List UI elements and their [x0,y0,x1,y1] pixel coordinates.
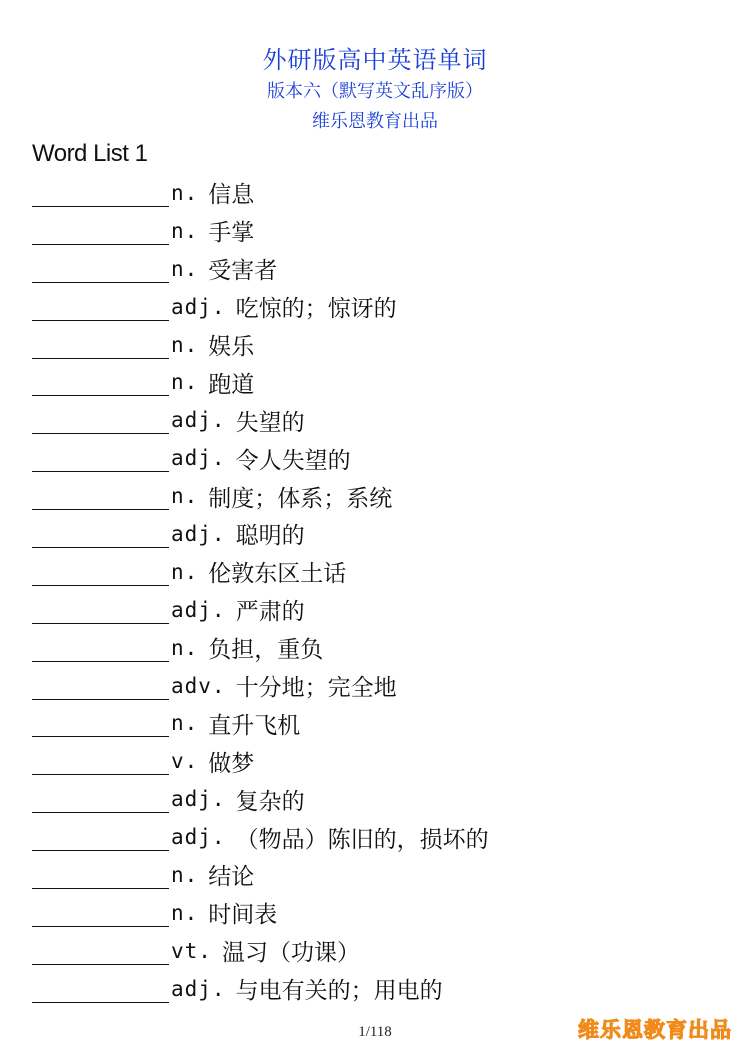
answer-blank[interactable] [32,368,169,396]
part-of-speech: adj. [171,976,226,1001]
part-of-speech: v. [171,749,199,774]
list-item [32,780,732,818]
definition: 手掌 [208,220,255,247]
definition: 伦敦东区土话 [208,561,347,588]
part-of-speech: adj. [171,825,226,850]
answer-blank[interactable] [32,899,169,927]
list-item [32,326,732,364]
part-of-speech: n. [171,180,199,205]
list-item [32,515,732,553]
document-title: 外研版高中英语单词 [262,46,488,74]
part-of-speech: n. [171,900,199,925]
list-item [32,818,732,856]
list-item [32,704,732,742]
list-item [32,174,732,212]
answer-blank[interactable] [32,596,169,624]
list-item [32,477,732,515]
definition: 复杂的 [235,788,305,815]
definition: 失望的 [235,409,305,436]
list-item [32,932,732,970]
answer-blank[interactable] [32,293,169,321]
answer-blank[interactable] [32,672,169,700]
list-item [32,401,732,439]
list-item [32,629,732,667]
definition: 信息 [208,182,255,209]
word-list [32,174,732,1008]
part-of-speech: n. [171,635,199,660]
answer-blank[interactable] [32,217,169,245]
list-item [32,856,732,894]
part-of-speech: n. [171,862,199,887]
answer-blank[interactable] [32,255,169,283]
definition: （物品）陈旧的，损坏的 [235,826,489,853]
definition: 十分地；完全地 [235,675,397,702]
definition: 与电有关的；用电的 [235,978,443,1005]
part-of-speech: adj. [171,597,226,622]
definition: 制度；体系；系统 [208,485,393,512]
watermark-logo: 维乐恩教育出品 [578,1018,732,1042]
list-item [32,553,732,591]
part-of-speech: adj. [171,446,226,471]
part-of-speech: n. [171,711,199,736]
definition: 结论 [208,864,255,891]
list-item [32,439,732,477]
part-of-speech: adj. [171,408,226,433]
section-title: Word List 1 [32,140,148,167]
definition: 温习（功课） [221,940,360,967]
answer-blank[interactable] [32,785,169,813]
definition: 时间表 [208,902,278,929]
list-item [32,591,732,629]
answer-blank[interactable] [32,823,169,851]
list-item [32,288,732,326]
list-item [32,742,732,780]
definition: 受害者 [208,258,278,285]
definition: 聪明的 [235,523,305,550]
document-header [0,44,750,136]
list-item [32,363,732,401]
definition: 跑道 [208,371,255,398]
definition: 负担，重负 [208,637,324,664]
list-item [32,212,732,250]
answer-blank[interactable] [32,558,169,586]
definition: 严肃的 [235,599,305,626]
definition: 做梦 [208,750,255,777]
answer-blank[interactable] [32,975,169,1003]
part-of-speech: n. [171,256,199,281]
answer-blank[interactable] [32,709,169,737]
list-item [32,667,732,705]
answer-blank[interactable] [32,482,169,510]
answer-blank[interactable] [32,747,169,775]
part-of-speech: n. [171,484,199,509]
part-of-speech: adj. [171,521,226,546]
answer-blank[interactable] [32,406,169,434]
list-item [32,894,732,932]
answer-blank[interactable] [32,634,169,662]
part-of-speech: adj. [171,787,226,812]
part-of-speech: vt. [171,938,212,963]
part-of-speech: adj. [171,294,226,319]
definition: 吃惊的；惊讶的 [235,296,397,323]
document-credit: 维乐恩教育出品 [312,111,438,132]
answer-blank[interactable] [32,861,169,889]
list-item [32,250,732,288]
page-number: 1/118 [358,1024,392,1040]
definition: 令人失望的 [235,447,351,474]
answer-blank[interactable] [32,937,169,965]
part-of-speech: adv. [171,673,226,698]
answer-blank[interactable] [32,444,169,472]
definition: 直升飞机 [208,712,301,739]
part-of-speech: n. [171,559,199,584]
definition: 娱乐 [208,334,255,360]
answer-blank[interactable] [32,331,169,359]
part-of-speech: n. [171,218,199,243]
part-of-speech: n. [171,332,199,357]
part-of-speech: n. [171,370,199,395]
answer-blank[interactable] [32,179,169,207]
list-item [32,970,732,1008]
document-subtitle: 版本六（默写英文乱序版） [267,81,483,102]
answer-blank[interactable] [32,520,169,548]
